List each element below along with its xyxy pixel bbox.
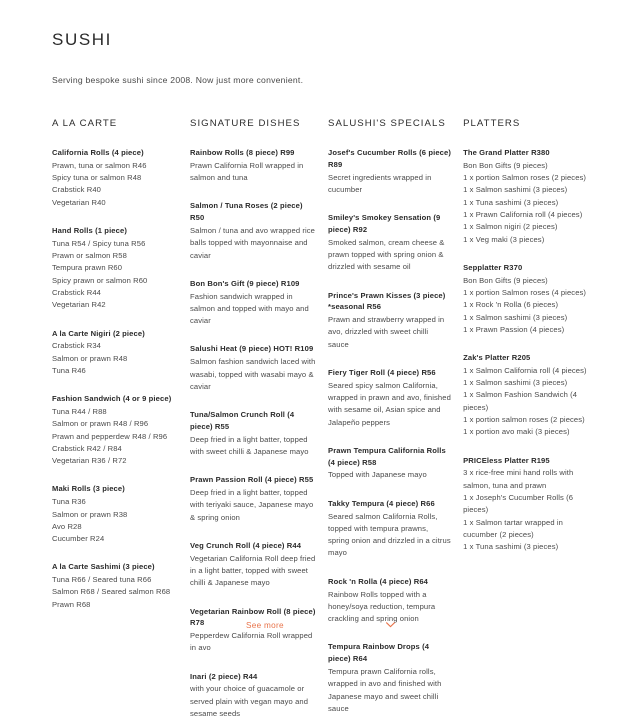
menu-item-line: 1 x Prawn Passion (4 pieces) <box>463 324 565 334</box>
menu-item-line: 1 x portion salmon roses (2 pieces) <box>463 415 585 425</box>
menu-column-title: SALUSHI'S SPECIALS <box>328 118 446 130</box>
menu-item-name: Prawn Passion Roll (4 piece) R55 <box>190 475 314 485</box>
menu-item-name: Prince's Prawn Kisses (3 piece) *seasonal R56 <box>328 290 446 312</box>
menu-item-line: Crabstick R42 / R84 <box>52 443 122 453</box>
menu-item-line: Smoked salmon, cream cheese & prawn topped with spring onion & drizzled with sesame oil <box>328 237 445 272</box>
menu-section <box>463 262 596 336</box>
menu-item-name: Inari (2 piece) R44 <box>190 671 258 681</box>
menu-section <box>190 540 316 590</box>
menu-section <box>52 561 178 611</box>
menu-item-line: Crabstick R34 <box>52 341 101 351</box>
menu-section <box>52 393 178 467</box>
menu-item-line: Prawn and pepperdew R48 / R96 <box>52 431 168 441</box>
menu-section <box>190 606 316 655</box>
menu-item-line: Topped with Japanese mayo <box>328 470 427 480</box>
menu-item-line: Vegetarian R42 <box>52 300 106 310</box>
menu-item-name: PRICEless Platter R195 <box>463 455 550 465</box>
chevron-down-icon <box>386 622 394 630</box>
menu-item-name: California Rolls (4 piece) <box>52 148 144 158</box>
menu-item-line: 1 x Rock 'n Rolla (6 pieces) <box>463 300 559 310</box>
menu-item-line: Prawn or salmon R58 <box>52 251 127 261</box>
menu-item-line: 1 x Tuna sashimi (3 pieces) <box>463 197 559 207</box>
menu-column <box>463 118 596 553</box>
menu-item-line: Tempura prawn R60 <box>52 263 123 273</box>
menu-item-name: Sepplatter R370 <box>463 262 523 272</box>
menu-item-line: Prawn R68 <box>52 599 91 609</box>
menu-item-name: The Grand Platter R380 <box>463 148 550 158</box>
menu-item-name: Rock 'n Rolla (4 piece) R64 <box>328 576 429 586</box>
menu-item-line: 1 x Salmon California roll (4 pieces) <box>463 365 587 375</box>
menu-column-title: A LA CARTE <box>52 118 118 130</box>
menu-item-line: Spicy prawn or salmon R60 <box>52 275 148 285</box>
menu-section <box>463 352 596 439</box>
menu-item-line: 1 x Salmon nigiri (2 pieces) <box>463 222 558 232</box>
menu-item-line: 1 x Salmon sashimi (3 pieces) <box>463 185 568 195</box>
menu-item-line: Tuna R44 / R88 <box>52 406 107 416</box>
menu-section <box>328 212 451 273</box>
menu-item-line: Salmon or prawn R48 / R96 <box>52 419 149 429</box>
menu-item-line: 1 x Salmon Fashion Sandwich (4 pieces) <box>463 390 578 412</box>
menu-section <box>52 147 178 209</box>
menu-item-name: Rainbow Rolls (8 piece) R99 <box>190 148 295 158</box>
menu-item-line: Deep fried in a light batter, topped with sweet chilli & Japanese mayo <box>190 434 309 456</box>
menu-item-line: 1 x Joseph's Cucumber Rolls (6 pieces) <box>463 493 574 515</box>
menu-item-line: 3 x rice-free mini hand rolls with salmon, tuna and prawn <box>463 468 574 490</box>
menu-item-name: Salushi Heat (9 piece) HOT! R109 <box>190 344 314 354</box>
menu-item-line: Avo R28 <box>52 521 82 531</box>
menu-item-line: Crabstick R40 <box>52 185 101 195</box>
menu-item-line: Seared spicy salmon California, wrapped in prawn and avo, finished with sesame oil, Asian spice and Jalapeño peppers <box>328 380 451 427</box>
menu-item-line: Rainbow Rolls topped with a honey/soya reduction, tempura crackling and spring onion <box>328 589 436 624</box>
menu-section <box>328 147 451 196</box>
see-more-bar <box>0 621 640 630</box>
menu-item-line: Vegetarian R36 / R72 <box>52 456 127 466</box>
menu-item-line: with your choice of guacamole or served plain with vegan mayo and sesame seeds <box>190 684 309 719</box>
menu-section <box>328 498 451 560</box>
menu-item-line: Secret ingredients wrapped in cucumber <box>328 172 432 194</box>
menu-item-line: 1 x Veg maki (3 pieces) <box>463 234 545 244</box>
menu-item-line: Salmon or prawn R38 <box>52 509 128 519</box>
menu-item-line: Prawn California Roll wrapped in salmon and tuna <box>190 160 304 183</box>
menu-section <box>463 147 596 246</box>
menu-item-line: Bon Bon Gifts (9 pieces) <box>463 275 548 285</box>
menu-item-line: Bon Bon Gifts (9 pieces) <box>463 160 548 170</box>
menu-section <box>328 290 451 351</box>
menu-item-line: Tuna R46 <box>52 365 86 375</box>
menu-item-line: 1 x Tuna sashimi (3 pieces) <box>463 542 559 552</box>
menu-item-line: 1 x Prawn California roll (4 pieces) <box>463 209 583 219</box>
menu-section <box>190 671 316 720</box>
menu-item-name: Tempura Rainbow Drops (4 piece) R64 <box>328 642 430 664</box>
menu-item-line: 1 x Salmon sashimi (3 pieces) <box>463 378 568 388</box>
menu-item-line: Vegetarian R40 <box>52 197 106 207</box>
menu-item-name: Hand Rolls (1 piece) <box>52 225 127 235</box>
menu-item-name: Zak's Platter R205 <box>463 353 531 363</box>
menu-section <box>463 455 596 554</box>
menu-item-line: Salmon / tuna and avo wrapped rice balls topped with mayonnaise and caviar <box>190 225 315 260</box>
page-tagline: Serving bespoke sushi since 2008. Now just more convenient. <box>52 75 304 85</box>
menu-item-name: Maki Rolls (3 piece) <box>52 484 125 494</box>
menu-section <box>328 445 451 482</box>
menu-section <box>328 576 451 626</box>
menu-item-name: Bon Bon's Gift (9 piece) R109 <box>190 278 300 288</box>
menu-item-name: Vegetarian Rainbow Roll (8 piece) R78 <box>190 606 316 628</box>
menu-section <box>328 641 451 715</box>
menu-item-name: Prawn Tempura California Rolls (4 piece) R58 <box>328 445 446 467</box>
menu-section <box>190 147 316 184</box>
menu-item-line: Fashion sandwich wrapped in salmon and topped with mayo and caviar <box>190 291 309 326</box>
menu-item-line: Salmon R68 / Seared salmon R68 <box>52 587 171 597</box>
menu-item-line: Salmon or prawn R48 <box>52 353 128 363</box>
menu-item-line: Tuna R66 / Seared tuna R66 <box>52 575 152 585</box>
menu-item-line: 1 x portion Salmon roses (2 pieces) <box>463 173 587 183</box>
menu-item-line: 1 x Salmon sashimi (3 pieces) <box>463 312 568 322</box>
menu-item-name: Josef's Cucumber Rolls (6 piece) R89 <box>328 148 451 169</box>
menu-item-name: Fashion Sandwich (4 or 9 piece) <box>52 394 172 404</box>
menu-item-name: A la Carte Sashimi (3 piece) <box>52 562 155 572</box>
menu-section <box>190 278 316 328</box>
menu-item-name: Smiley's Smokey Sensation (9 piece) R92 <box>328 213 441 234</box>
menu-item-line: 1 x Salmon tartar wrapped in cucumber (2 pieces) <box>463 517 563 539</box>
menu-item-line: Seared salmon California Rolls, topped with tempura prawns, spring onion and drizzled in a citrus mayo <box>328 511 451 558</box>
menu-item-line: Tuna R36 <box>52 497 86 507</box>
menu-item-line: Salmon fashion sandwich laced with wasabi, topped with wasabi mayo & caviar <box>190 357 316 391</box>
menu-column <box>52 118 190 611</box>
menu-item-line: Tempura prawn California rolls, wrapped in avo and finished with Japanese mayo and sweet chilli sauce <box>328 666 442 713</box>
page-title: SUSHI <box>52 30 112 49</box>
menu-column-title: SIGNATURE DISHES <box>190 118 301 130</box>
menu-item-line: Tuna R54 / Spicy tuna R56 <box>52 238 146 248</box>
menu-item-name: Tuna/Salmon Crunch Roll (4 piece) R55 <box>190 410 295 431</box>
menu-item-line: Spicy tuna or salmon R48 <box>52 173 142 183</box>
see-more-button[interactable] <box>246 621 394 630</box>
menu-item-line: Vegetarian California Roll deep fried in a light batter, topped with sweet chilli & Japanese mayo <box>190 553 316 588</box>
menu-section <box>52 225 178 312</box>
menu-item-line: 1 x portion Salmon roses (4 pieces) <box>463 287 587 297</box>
menu-section <box>190 343 316 393</box>
menu-section <box>190 200 316 261</box>
menu-item-name: Salmon / Tuna Roses (2 piece) R50 <box>190 201 303 223</box>
menu-item-name: Takky Tempura (4 piece) R66 <box>328 498 435 508</box>
menu-item-line: Deep fried in a light batter, topped with teriyaki sauce, Japanese mayo & spring onion <box>190 488 314 522</box>
menu-item-line: Prawn, tuna or salmon R46 <box>52 160 147 170</box>
menu-item-line: Pepperdew California Roll wrapped in avo <box>190 631 313 653</box>
menu-item-name: A la Carte Nigiri (2 piece) <box>52 328 145 338</box>
menu-item-line: Crabstick R44 <box>52 287 101 297</box>
menu-item-line: Cucumber R24 <box>52 534 105 544</box>
menu-section <box>190 474 316 524</box>
see-more-label: See more <box>246 621 284 630</box>
menu-section <box>328 367 451 429</box>
menu-section <box>52 483 178 545</box>
menu-section <box>190 409 316 458</box>
menu-item-name: Veg Crunch Roll (4 piece) R44 <box>190 540 302 550</box>
menu-column-title: PLATTERS <box>463 118 521 130</box>
menu-item-line: Prawn and strawberry wrapped in avo, drizzled with sweet chilli sauce <box>328 315 445 349</box>
menu-item-line: 1 x portion avo maki (3 pieces) <box>463 427 570 437</box>
menu-section <box>52 328 178 378</box>
menu-item-name: Fiery Tiger Roll (4 piece) R56 <box>328 368 436 377</box>
